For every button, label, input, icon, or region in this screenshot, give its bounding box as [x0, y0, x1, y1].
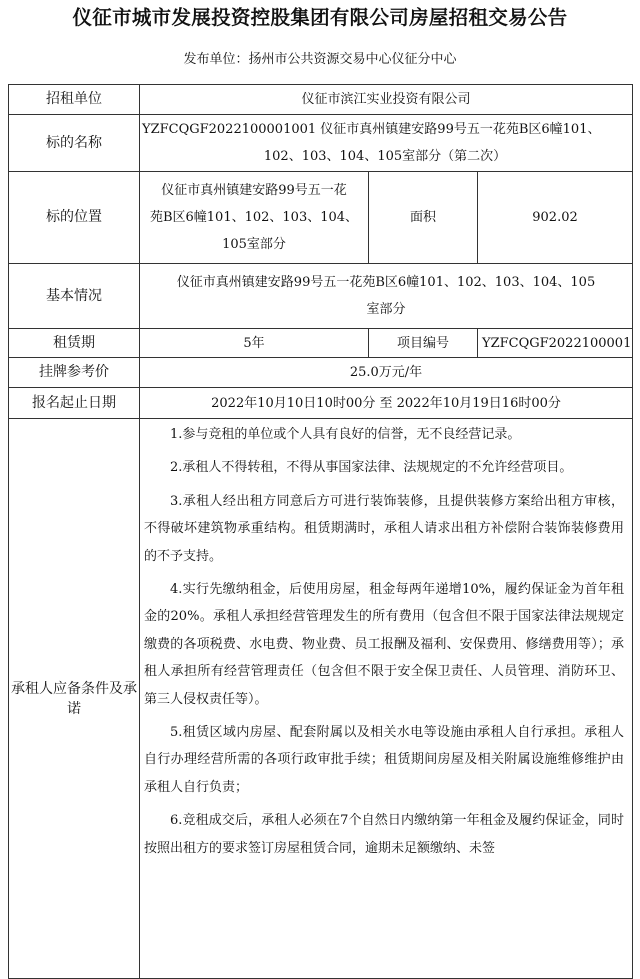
- row-period: [9, 388, 633, 419]
- label-term: 租赁期: [9, 329, 140, 358]
- basic-line2: 室部分: [366, 302, 406, 317]
- label-period: 报名起止日期: [9, 388, 140, 419]
- value-term: 5年: [140, 329, 369, 358]
- value-subject-name: [140, 115, 633, 172]
- location-line1: 仪征市真州镇建安路99号五一花: [161, 183, 347, 198]
- label-price: 挂牌参考价: [9, 358, 140, 388]
- value-project-no: YZFCQGF2022100001: [478, 329, 633, 358]
- location-line2: 苑B区6幢101、102、103、104、: [149, 210, 359, 225]
- row-conditions: [9, 419, 633, 979]
- page-title: 仪征市城市发展投资控股集团有限公司房屋招租交易公告: [72, 6, 568, 29]
- condition-item: 2.承租人不得转租，不得从事国家法律、法规规定的不允许经营项目。: [170, 460, 573, 476]
- label-project-no: 项目编号: [369, 329, 478, 358]
- condition-item: 6.竞租成交后，承租人必须在7个自然日内缴纳第一年租金及履约保证金，同时按照出租方的要求签订房屋租赁合同，逾期未足额缴纳、未签: [144, 813, 625, 856]
- basic-line1: 仪征市真州镇建安路99号五一花苑B区6幢101、102、103、104、105: [176, 275, 596, 290]
- label-subject-name: 标的名称: [9, 115, 140, 172]
- value-location: [140, 172, 369, 264]
- condition-item: 1.参与竞租的单位或个人具有良好的信誉，无不良经营记录。: [170, 427, 521, 442]
- label-area: 面积: [369, 172, 478, 264]
- subject-name-line2: 102、103、104、105室部分（第二次）: [263, 149, 507, 164]
- location-line3: 105室部分: [222, 237, 286, 252]
- label-basic: 基本情况: [9, 264, 140, 329]
- row-location: [9, 172, 633, 264]
- value-area: 902.02: [478, 172, 633, 264]
- condition-item: 5.租赁区域内房屋、配套附属以及相关水电等设施由承租人自行承担。承租人自行办理经营所需的各项行政审批手续；租赁期间房屋及相关附属设施维修维护由承租人自行负责；: [144, 725, 625, 795]
- publisher: 发布单位：扬州市公共资源交易中心仪征分中心: [183, 52, 457, 67]
- announcement-table: [8, 84, 633, 979]
- row-basic: [9, 264, 633, 329]
- row-term: [9, 329, 633, 358]
- label-location: 标的位置: [9, 172, 140, 264]
- subject-name-line1: YZFCQGF2022100001001 仪征市真州镇建安路99号五一花苑B区6幢101、: [142, 122, 601, 137]
- row-price: [9, 358, 633, 388]
- value-price: 25.0万元/年: [140, 358, 633, 388]
- row-lessor: [9, 85, 633, 115]
- conditions-list: [140, 419, 633, 979]
- condition-item: 3.承租人经出租方同意后方可进行装饰装修，且提供装修方案给出租方审核，不得破坏建筑物承重结构。租赁期满时，承租人请求出租方补偿附合装饰装修费用的不予支持。: [144, 493, 625, 564]
- label-lessor: 招租单位: [9, 85, 140, 115]
- row-subject-name: [9, 115, 633, 172]
- value-lessor: 仪征市滨江实业投资有限公司: [140, 85, 633, 115]
- value-period: 2022年10月10日10时00分 至 2022年10月19日16时00分: [140, 388, 633, 419]
- condition-item: 4.实行先缴纳租金，后使用房屋，租金每两年递增10%，履约保证金为首年租金的20%。承租人承担经营管理发生的所有费用（包含但不限于国家法律法规规定缴费的各项税费、水电费、物业费、员工报酬及福利、安保费用、修缮费用等）；承租人承担所有经营管理责任（包含但不限于安全保卫责任、人员管理、消防环卫、第三人侵权责任等）。: [144, 582, 625, 707]
- value-basic: [140, 264, 633, 329]
- label-conditions: 承租人应备条件及承诺: [9, 419, 140, 979]
